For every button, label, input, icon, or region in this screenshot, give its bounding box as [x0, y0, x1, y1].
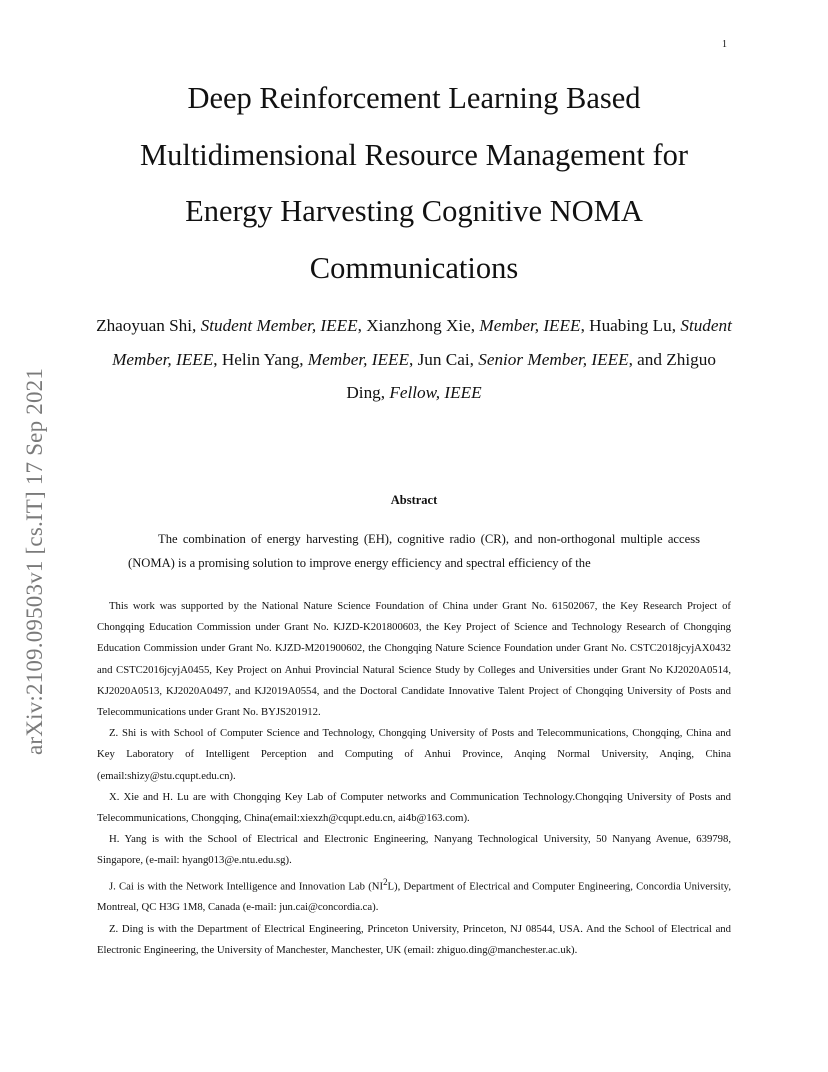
author-affiliation: Member, IEEE: [307, 349, 409, 369]
footnotes: [97, 596, 731, 961]
footnote-cai-text: L), Department of Electrical and Computer Engineering, Concordia University, Montreal, QC H3G 1M8, Canada (e-mail: jun.cai@concordia.ca).: [97, 880, 731, 914]
author-affiliation: Senior Member, IEEE: [478, 349, 629, 369]
page-number: 1: [722, 39, 727, 50]
footnote-shi: Z. Shi is with School of Computer Science and Technology, Chongqing University of Posts and Telecommunications, Chongqing, China and Key Laboratory of Intelligent Perception and Computing of Anhui Province, Anqing Normal University, Anqing, China (email:shizy@stu.cqupt.edu.cn).: [97, 727, 731, 782]
paper-title: [90, 70, 738, 296]
author-name: , Helin Yang,: [213, 349, 308, 369]
footnote-cai-text: J. Cai is with the Network Intelligence and Innovation Lab (NI: [109, 880, 384, 893]
author-affiliation: Student Member, IEEE: [112, 316, 732, 369]
footnote-xie-lu: X. Xie and H. Lu are with Chongqing Key Lab of Computer networks and Communication Technology.Chongqing University of Posts and Telecommunications, Chongqing, China(email:xiexzh@cqupt.edu.cn, ai4b@163.com).: [97, 790, 731, 825]
title-line: Communications: [309, 250, 519, 285]
author-name: Zhaoyuan Shi,: [96, 316, 201, 335]
title-line: Multidimensional Resource Management for: [139, 137, 689, 172]
footnote-ding: Z. Ding is with the Department of Electrical Engineering, Princeton University, Princeton, NJ 08544, USA. And the School of Electrical and Electronic Engineering, the University of Manchester, Manchester, UK (email: zhiguo.ding@manchester.ac.uk).: [97, 922, 731, 956]
author-name: , and Zhiguo Ding,: [346, 349, 716, 402]
abstract-text: The combination of energy harvesting (EH), cognitive radio (CR), and non-orthogonal multiple access (NOMA) is a promising solution to improve energy efficiency and spectral efficiency of the: [128, 532, 700, 570]
author-affiliation: Member, IEEE: [479, 316, 581, 335]
author-name: , Xianzhong Xie,: [357, 316, 480, 335]
footnote-yang: H. Yang is with the School of Electrical and Electronic Engineering, Nanyang Technological University, 50 Nanyang Avenue, 639798, Singapore, (e-mail: hyang013@e.ntu.edu.sg).: [97, 833, 731, 867]
author-list: [96, 309, 732, 410]
footnote-cai: [97, 872, 731, 919]
author-name: , Jun Cai,: [408, 349, 479, 369]
author-affiliation: Student Member, IEEE: [200, 316, 358, 335]
superscript: 2: [383, 876, 388, 887]
title-line: Deep Reinforcement Learning Based: [187, 81, 641, 115]
abstract-heading: Abstract: [390, 493, 438, 507]
footnote-funding: This work was supported by the National Nature Science Foundation of China under Grant No. 61502067, the Key Research Project of Chongqing Education Commission under Grant No. KJZD-K201800603, the Key Project of Science and Technology Research of Chongqing Education Commission under Grant No. KJZD-M201900602, the Chongqing Nature Science Foundation under Grant No. CSTC2018jcyjAX0432 and CSTC2016jcyjA0455, Key Project on Anhui Provincial Natural Science Study by Colleges and Universities under Grant No KJ2020A0514, KJ2020A0513, KJ2020A0497, and KJ2019A0554, and the Doctoral Candidate Innovative Talent Project of Chongqing University of Posts and Telecommunications under Grant No. BYJS201912.: [97, 600, 731, 719]
author-name: , Huabing Lu,: [580, 316, 681, 335]
title-line: Energy Harvesting Cognitive NOMA: [185, 194, 643, 228]
author-affiliation: Fellow, IEEE: [389, 383, 482, 402]
arxiv-identifier: arXiv:2109.09503v1 [cs.IT] 17 Sep 2021: [22, 367, 47, 755]
